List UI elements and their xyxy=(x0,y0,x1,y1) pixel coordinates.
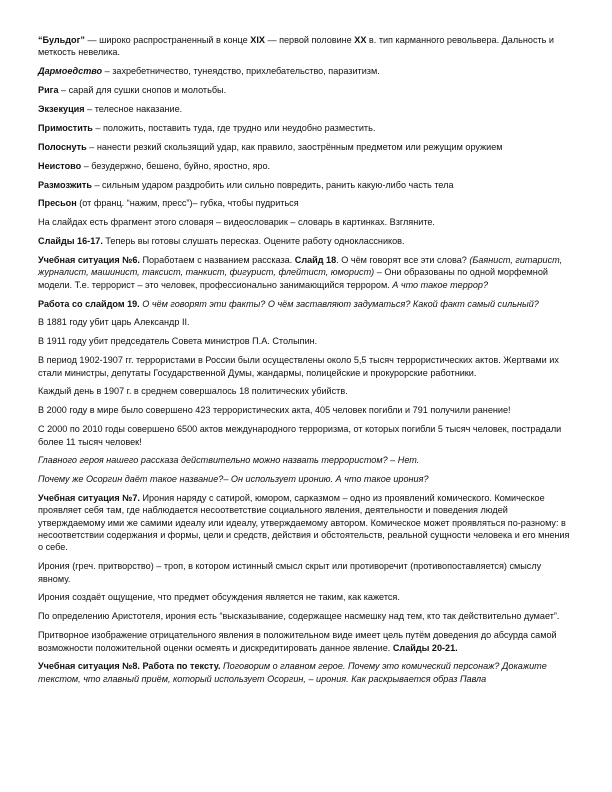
paragraph-situation-8: Учебная ситуация №8. Работа по тексту. Поговорим о главном герое. Почему это комический персонаж? Докажите текстом, что главный приём, который использует Осоргин, – ирония. Как раскрывается образ Павла xyxy=(38,661,547,684)
glossary-term: Дармоедство xyxy=(38,66,103,77)
glossary-definition: – сильным ударом раздробить или сильно повредить, ранить какую-либо часть тела xyxy=(91,179,454,190)
glossary-term: Размозжить xyxy=(38,179,92,190)
fact-item: В 1881 году убит царь Александр II. xyxy=(38,317,190,328)
glossary-definition: – захребетничество, тунеядство, прихлебательство, паразитизм. xyxy=(102,66,380,77)
glossary-term: Примостить xyxy=(38,122,93,133)
glossary-term: Экзекуция xyxy=(38,103,85,114)
paragraph-situation-6: Учебная ситуация №6. Поработаем с названием рассказа. Слайд 18. О чём говорят все эти слова? (Баянист, гитарист, журналист, машинист, таксист, танкист, фигурист, флейтист, юморист) – Они образованы по одной морфемной модели. Т.е. террорист – это человек, профессионально занимающийся террором. А что такое террор? xyxy=(38,255,563,290)
paragraph-buldog: “Бульдог” — широко распространенный в конце XIX — первой половине XX в. тип карманного револьвера. Дальность и меткость невелика. xyxy=(38,35,555,58)
fact-item: С 2000 по 2010 годы совершено 6500 актов международного терроризма, от которых погибли 5 тысяч человек, пострадали более 11 тысяч человек! xyxy=(38,424,562,447)
glossary-definition: – положить, поставить туда, где трудно или неудобно разместить. xyxy=(92,122,376,133)
paragraph-slides-20-21: Притворное изображение отрицательного явления в положительном виде имеет цель путём доведения до абсурда самой возможности положительной оценки осмеять и дискредитировать данное явление. Слайды 20-21. xyxy=(38,630,557,653)
glossary-entry xyxy=(38,179,574,191)
glossary-definition: – нанести резкий скользящий удар, как правило, заострённым предметом или режущим оружием xyxy=(86,141,503,152)
paragraph-slide-19: Работа со слайдом 19. О чём говорят эти факты? О чём заставляют задуматься? Какой факт самый сильный? xyxy=(38,298,539,309)
glossary-term: Полоснуть xyxy=(38,141,87,152)
term-buldog: “Бульдог” xyxy=(38,35,85,45)
glossary-definition: – телесное наказание. xyxy=(84,103,183,114)
paragraph-situation-7: Учебная ситуация №7. Ирония наряду с сатирой, юмором, сарказмом – одно из проявлений комического. Комическое проявляет себя там, где наблюдается несоответствие социального явления, деятельности и поведения людей утверждаемому ими же самими идеалу или идеалу, утверждаемому автором. Комическое может проявляться по-разному: в несоответствии содержания и формы, цели и средств, действия и обстоятельств, реальной сущности человека и его мнения о себе. xyxy=(38,493,570,553)
paragraph-slides-note: На слайдах есть фрагмент этого словаря – видеословарик – словарь в картинках. Взгляните. xyxy=(38,217,435,228)
glossary-entry xyxy=(38,65,574,77)
glossary-term: Рига xyxy=(38,85,59,96)
glossary-definition: (от франц. “нажим, пресс”)– губка, чтобы пудриться xyxy=(76,198,299,209)
paragraph-aristotle: По определению Аристотеля, ирония есть “высказывание, содержащее насмешку над тем, кто так действительно думает”. xyxy=(38,611,560,622)
question-hero: Главного героя нашего рассказа действительно можно назвать террористом? – Нет. xyxy=(38,455,420,466)
fact-item: В 1911 году убит председатель Совета министров П.А. Столыпин. xyxy=(38,336,318,347)
glossary-term: Пресьон xyxy=(38,198,77,209)
glossary-term: Неистово xyxy=(38,160,82,171)
glossary-definition: – безудержно, бешено, буйно, яростно, яро. xyxy=(81,160,271,171)
question-irony: Почему же Осоргин даёт такое название?– Он использует иронию. А что такое ирония? xyxy=(38,474,429,485)
glossary-entry xyxy=(38,122,574,134)
glossary-entry xyxy=(38,197,574,209)
fact-item: В период 1902-1907 гг. террористами в России были осуществлены около 5,5 тысяч террористических актов. Жертвами их стали министры, депутаты Государственной Думы, жандармы, полицейские и прокурорские работники. xyxy=(38,355,559,378)
glossary-entry xyxy=(38,103,574,115)
glossary-entry xyxy=(38,84,574,96)
paragraph-irony-definition: Ирония (греч. притворство) – троп, в котором истинный смысл скрыт или противоречит (противопоставляется) смыслу явному. xyxy=(38,561,542,584)
glossary-definition: – сарай для сушки снопов и молотьбы. xyxy=(58,85,227,96)
glossary-entry xyxy=(38,160,574,172)
paragraph-slides-16-17: Слайды 16-17. Теперь вы готовы слушать пересказ. Оцените работу одноклассников. xyxy=(38,236,405,247)
fact-item: Каждый день в 1907 г. в среднем совершалось 18 политических убийств. xyxy=(38,386,348,397)
paragraph-irony-effect: Ирония создаёт ощущение, что предмет обсуждения является не таким, как кажется. xyxy=(38,592,400,603)
glossary-entry xyxy=(38,141,574,153)
fact-item: В 2000 году в мире было совершено 423 террористических акта, 405 человек погибли и 791 получили ранение! xyxy=(38,405,511,416)
